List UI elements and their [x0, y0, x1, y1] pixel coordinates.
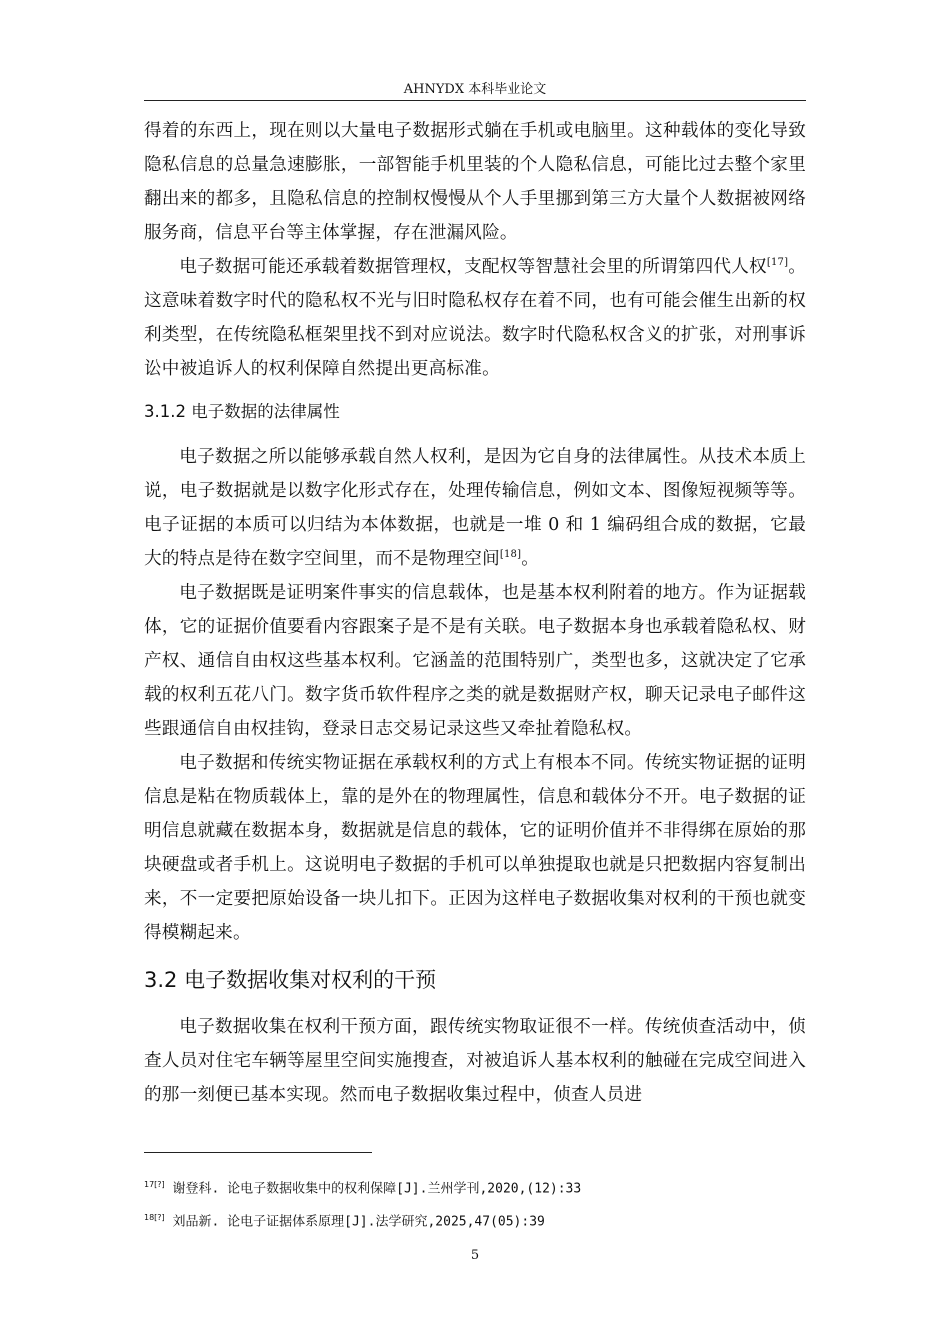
footnote-text: 谢登科. 论电子数据收集中的权利保障[J].兰州学刊,2020,(12):33	[172, 1181, 582, 1197]
running-header: AHNYDX 本科毕业论文	[144, 78, 806, 101]
paragraph-1: 得着的东西上，现在则以大量电子数据形式躺在手机或电脑里。这种载体的变化导致隐私信息的总量急速膨胀，一部智能手机里装的个人隐私信息，可能比过去整个家里翻出来的都多，且隐私信息的控制权慢慢从个人手里挪到第三方大量个人数据被网络服务商，信息平台等主体掌握，存在泄漏风险。	[144, 121, 806, 243]
body-text	[144, 114, 806, 1112]
footnote-17	[144, 1176, 806, 1198]
paragraph-6: 电子数据收集在权利干预方面，跟传统实物取证很不一样。传统侦查活动中，侦查人员对住宅车辆等屋里空间实施搜查，对被追诉人基本权利的触碰在完成空间进入的那一刻便已基本实现。然而电子数据收集过程中，侦查人员进	[144, 1017, 806, 1105]
footnote-18	[144, 1209, 806, 1231]
footnote-divider	[144, 1152, 372, 1153]
paragraph-3-text-b: 。	[521, 549, 540, 569]
subsection-heading-3-1-2: 3.1.2 电子数据的法律属性	[144, 402, 340, 421]
page-number: 5	[470, 1248, 480, 1263]
paragraph-2	[144, 250, 806, 386]
footnote-mark: 18[?]	[144, 1213, 165, 1222]
section-heading-3-2: 3.2 电子数据收集对权利的干预	[144, 968, 437, 992]
paragraph-3-text-a: 电子数据之所以能够承载自然人权利，是因为它自身的法律属性。从技术本质上说，电子数据就是以数字化形式存在，处理传输信息，例如文本、图像短视频等等。电子证据的本质可以归结为本体数据，也就是一堆 0 和 1 编码组合成的数据，它最大的特点是待在数字空间里，而不是物理空间	[144, 447, 806, 569]
paragraph-3	[144, 440, 806, 576]
citation-17[interactable]: [17]	[766, 257, 789, 269]
footnote-text: 刘品新. 论电子证据体系原理[J].法学研究,2025,47(05):39	[172, 1214, 545, 1230]
footnote-mark: 17[?]	[144, 1180, 165, 1189]
paragraph-5: 电子数据和传统实物证据在承载权利的方式上有根本不同。传统实物证据的证明信息是粘在物质载体上，靠的是外在的物理属性，信息和载体分不开。电子数据的证明信息就藏在数据本身，数据就是信息的载体，它的证明价值并不非得绑在原始的那块硬盘或者手机上。这说明电子数据的手机可以单独提取也就是只把数据内容复制出来，不一定要把原始设备一块儿扣下。正因为这样电子数据收集对权利的干预也就变得模糊起来。	[144, 753, 806, 943]
paragraph-2-text-b: 。这意味着数字时代的隐私权不光与旧时隐私权存在着不同，也有可能会催生出新的权利类型，在传统隐私框架里找不到对应说法。数字时代隐私权含义的扩张，对刑事诉讼中被追诉人的权利保障自然提出更高标准。	[144, 257, 806, 379]
paragraph-2-text-a: 电子数据可能还承载着数据管理权，支配权等智慧社会里的所谓第四代人权	[179, 257, 767, 277]
citation-18[interactable]: [18]	[499, 549, 522, 561]
paragraph-4: 电子数据既是证明案件事实的信息载体，也是基本权利附着的地方。作为证据载体，它的证据价值要看内容跟案子是不是有关联。电子数据本身也承载着隐私权、财产权、通信自由权这些基本权利。它涵盖的范围特别广，类型也多，这就决定了它承载的权利五花八门。数字货币软件程序之类的就是数据财产权，聊天记录电子邮件这些跟通信自由权挂钩，登录日志交易记录这些又牵扯着隐私权。	[144, 583, 806, 739]
